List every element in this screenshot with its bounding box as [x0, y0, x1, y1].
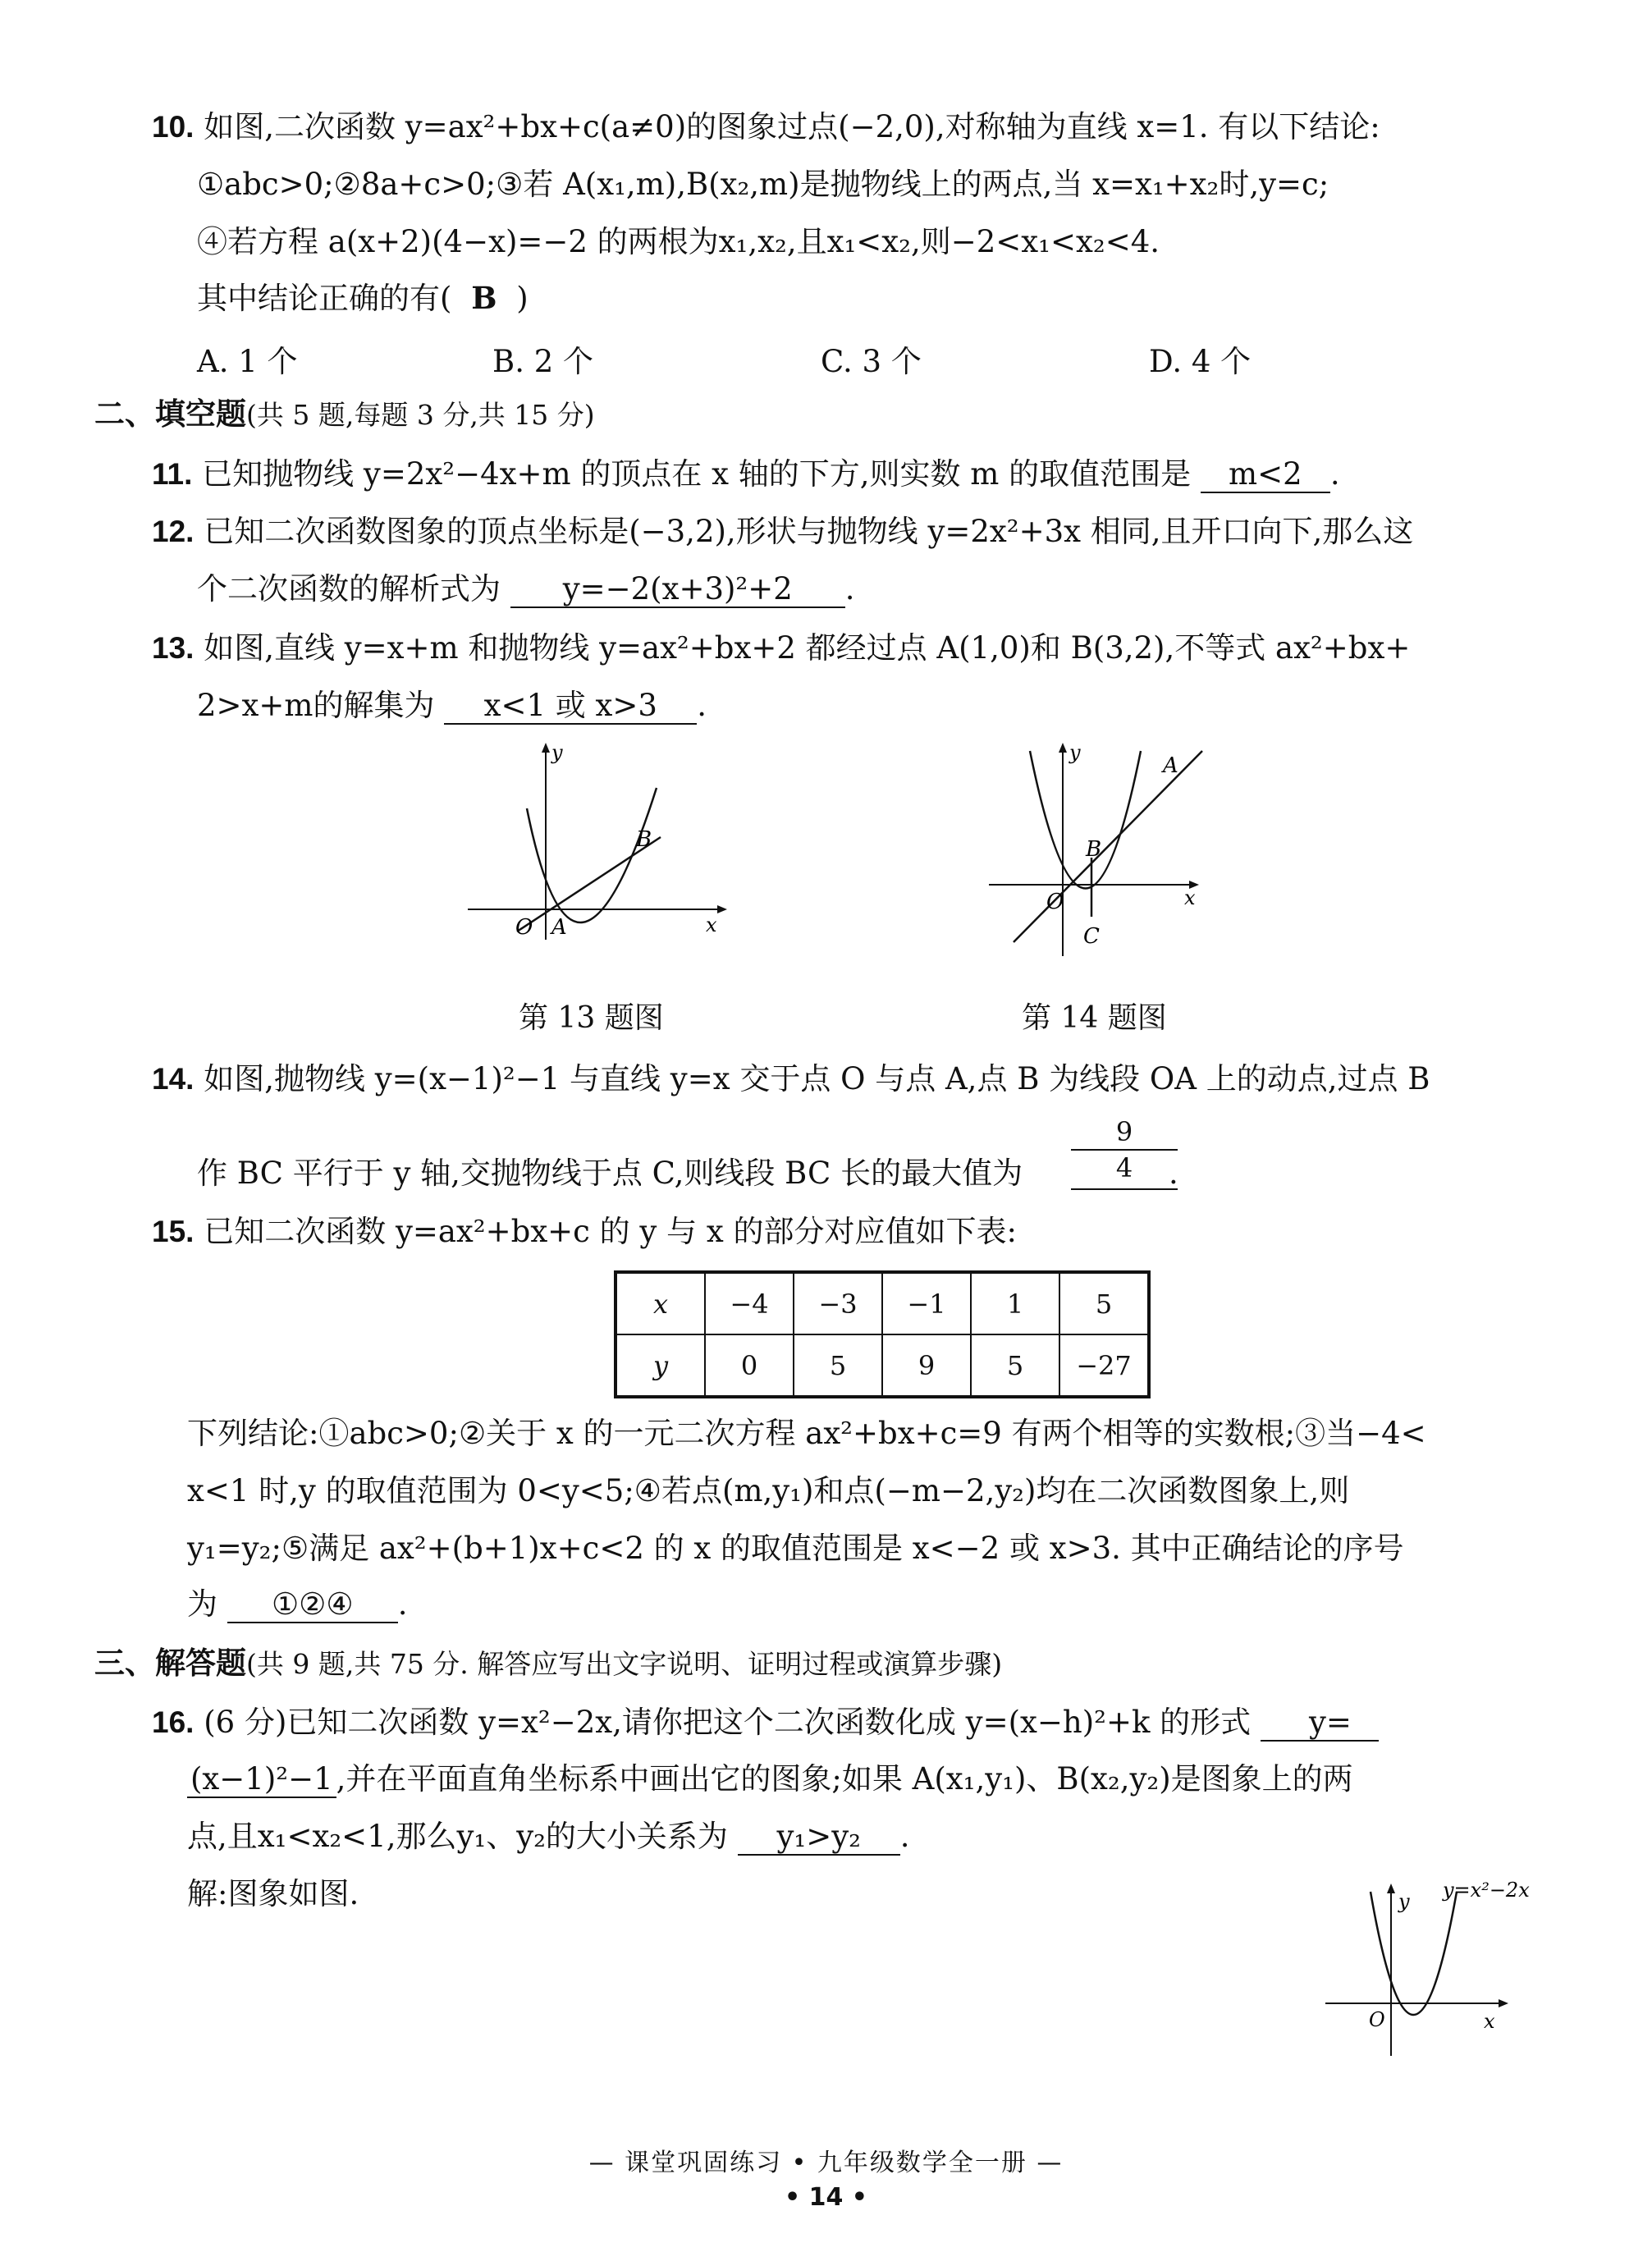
table-cell-y-label: y	[615, 1334, 705, 1397]
section2-title: 二、填空题	[94, 396, 246, 432]
q11-end: .	[1329, 456, 1340, 492]
fig16-o-label: O	[1369, 2008, 1385, 2031]
q16-line3	[187, 1816, 909, 1857]
fig13-caption: 第 13 题图	[519, 1001, 664, 1035]
q16-end: .	[899, 1819, 910, 1854]
q10-close: )	[516, 281, 529, 316]
q12-end: .	[844, 571, 855, 606]
q10-text-1: 如图,二次函数 y=ax²+bx+c(a≠0)的图象过点(−2,0),对称轴为直线 x=1. 有以下结论:	[204, 109, 1380, 144]
q14-end: .	[1169, 1156, 1178, 1191]
fig13-x-arrow	[717, 905, 727, 913]
q14-text-1: 如图,抛物线 y=(x−1)²−1 与直线 y=x 交于点 O 与点 A,点 B 为线段 OA 上的动点,过点 B	[204, 1061, 1430, 1096]
section2-note: (共 5 题,每题 3 分,共 15 分)	[246, 399, 595, 431]
q13-line2	[197, 685, 707, 726]
q10-choice-d: D. 4 个	[1149, 344, 1252, 379]
section3-heading	[94, 1643, 1002, 1685]
q14-answer-den: 4	[1115, 1152, 1133, 1183]
q16-line2	[187, 1759, 1353, 1800]
table-cell: 1	[971, 1272, 1059, 1334]
q16-line1	[152, 1702, 1379, 1743]
q13-line1	[152, 628, 1410, 669]
q15-number: 15.	[152, 1215, 194, 1248]
fig14-caption: 第 14 题图	[1022, 1001, 1167, 1035]
q10-line3: ④若方程 a(x+2)(4−x)=−2 的两根为x₁,x₂,且x₁<x₂,则−2<x₁<x₂<4.	[197, 224, 1160, 259]
fig14-b-label: B	[1086, 837, 1102, 862]
fig16-x-arrow	[1499, 1999, 1508, 2007]
fig14-y-arrow	[1059, 743, 1067, 753]
q10-line2: ①abc>0;②8a+c>0;③若 A(x₁,m),B(x₂,m)是抛物线上的两点,当 x=x₁+x₂时,y=c;	[197, 167, 1329, 202]
fig14-c-label: C	[1083, 924, 1100, 949]
q14-line2	[197, 1153, 1023, 1194]
table-cell: 0	[705, 1334, 794, 1397]
q12-text-2: 个二次函数的解析式为	[197, 571, 501, 606]
fig14-y-label: y	[1069, 741, 1081, 764]
q10-prompt	[197, 277, 529, 319]
figure-16	[1313, 1867, 1559, 2072]
table-row-x	[615, 1272, 1149, 1334]
q16-answer-1a: y=	[1261, 1705, 1379, 1742]
fig13-y-label: y	[551, 741, 563, 764]
q15-end: .	[397, 1586, 408, 1622]
q10-answer: B	[471, 280, 497, 316]
q12-number: 12.	[152, 515, 194, 548]
q12-answer: y=−2(x+3)²+2	[510, 572, 845, 608]
q14-number: 14.	[152, 1062, 194, 1096]
q13-end: .	[697, 688, 707, 723]
table-cell: −3	[794, 1272, 882, 1334]
q15-conclusion-3: y₁=y₂;⑤满足 ax²+(b+1)x+c<2 的 x 的取值范围是 x<−2 或 x>3. 其中正确结论的序号	[187, 1531, 1404, 1566]
q12-line2	[197, 569, 855, 610]
q16-text-2: ,并在平面直角坐标系中画出它的图象;如果 A(x₁,y₁)、B(x₂,y₂)是图象上的两	[336, 1761, 1353, 1797]
q10-choice-b: B. 2 个	[492, 344, 594, 379]
q11-number: 11.	[152, 457, 193, 491]
q14-answer	[1071, 1116, 1178, 1190]
fig16-parabola	[1371, 1892, 1457, 2015]
fig14-parabola	[1030, 751, 1141, 889]
q14-line1	[152, 1059, 1430, 1100]
q15-line	[152, 1211, 1017, 1252]
table-cell: −1	[882, 1272, 971, 1334]
fig13-b-label: B	[636, 827, 652, 852]
table-cell: −27	[1059, 1334, 1149, 1397]
table-cell: −4	[705, 1272, 794, 1334]
fig14-x-label: x	[1184, 886, 1196, 909]
fig13-y-arrow	[542, 743, 550, 753]
q16-text-1: (6 分)已知二次函数 y=x²−2x,请你把这个二次函数化成 y=(x−h)²+k 的形式	[204, 1705, 1252, 1740]
q10-choice-c: C. 3 个	[821, 344, 922, 379]
fig16-y-arrow	[1387, 1884, 1395, 1893]
q15-answer: ①②④	[227, 1587, 398, 1623]
q15-text-4: 为	[187, 1586, 217, 1622]
page-number: • 14 •	[785, 2183, 867, 2212]
q13-answer: x<1 或 x>3	[444, 689, 697, 725]
q14-answer-underline	[1071, 1188, 1178, 1190]
fig16-y-label: y	[1398, 1890, 1410, 1913]
q11-answer: m<2	[1201, 457, 1330, 493]
q10-choice-a: A. 1 个	[197, 344, 298, 379]
q15-table	[614, 1270, 1151, 1398]
q10-number: 10.	[152, 110, 194, 144]
q11-line	[152, 454, 1340, 495]
q12-text-1: 已知二次函数图象的顶点坐标是(−3,2),形状与抛物线 y=2x²+3x 相同,且开口向下,那么这	[204, 514, 1414, 549]
fig14-a-label: A	[1163, 753, 1178, 778]
q15-conclusion-1: 下列结论:①abc>0;②关于 x 的一元二次方程 ax²+bx+c=9 有两个相等的实数根;③当−4<	[187, 1416, 1426, 1451]
section2-heading	[94, 394, 595, 436]
q16-answer-1b: (x−1)²−1	[187, 1762, 336, 1798]
fig14-o-label: O	[1046, 890, 1064, 914]
table-cell: 5	[1059, 1272, 1149, 1334]
fig16-curve-label: y=x²−2x	[1443, 1879, 1530, 1902]
figure-13	[460, 735, 739, 948]
q14-text-2: 作 BC 平行于 y 轴,交抛物线于点 C,则线段 BC 长的最大值为	[197, 1156, 1023, 1191]
q16-answer-2: y₁>y₂	[738, 1819, 900, 1856]
q16-number: 16.	[152, 1705, 194, 1739]
table-row-y	[615, 1334, 1149, 1397]
fig13-a-label: A	[551, 915, 567, 940]
q16-solution: 解:图象如图.	[187, 1876, 359, 1911]
footer-title: — 课堂巩固练习 • 九年级数学全一册 —	[588, 2149, 1064, 2177]
figure-14	[981, 735, 1210, 973]
table-cell-x-label: x	[615, 1272, 705, 1334]
fig14-line	[1014, 751, 1202, 942]
q13-text-2: 2>x+m的解集为	[197, 688, 435, 723]
table-cell: 5	[794, 1334, 882, 1397]
q11-text: 已知抛物线 y=2x²−4x+m 的顶点在 x 轴的下方,则实数 m 的取值范围是	[202, 456, 1192, 492]
q14-answer-num: 9	[1115, 1116, 1133, 1147]
q12-line1	[152, 511, 1413, 552]
section3-title: 三、解答题	[94, 1646, 246, 1681]
q15-conclusion-2: x<1 时,y 的取值范围为 0<y<5;④若点(m,y₁)和点(−m−2,y₂)均在二次函数图象上,则	[187, 1473, 1350, 1508]
q10-prompt-text: 其中结论正确的有(	[197, 281, 452, 316]
q15-conclusion-4	[187, 1584, 408, 1625]
fig13-o-label: O	[515, 915, 533, 940]
fig16-x-label: x	[1484, 2010, 1495, 2033]
q15-text: 已知二次函数 y=ax²+bx+c 的 y 与 x 的部分对应值如下表:	[204, 1214, 1017, 1249]
table-cell: 9	[882, 1334, 971, 1397]
q10-line1	[152, 107, 1380, 148]
q14-fraction-bar	[1071, 1149, 1178, 1151]
section3-note: (共 9 题,共 75 分. 解答应写出文字说明、证明过程或演算步骤)	[246, 1648, 1003, 1680]
q16-text-3: 点,且x₁<x₂<1,那么y₁、y₂的大小关系为	[187, 1819, 728, 1854]
q13-text-1: 如图,直线 y=x+m 和抛物线 y=ax²+bx+2 都经过点 A(1,0)和 B(3,2),不等式 ax²+bx+	[204, 630, 1411, 666]
q13-number: 13.	[152, 631, 194, 665]
table-cell: 5	[971, 1334, 1059, 1397]
fig13-x-label: x	[706, 913, 717, 936]
